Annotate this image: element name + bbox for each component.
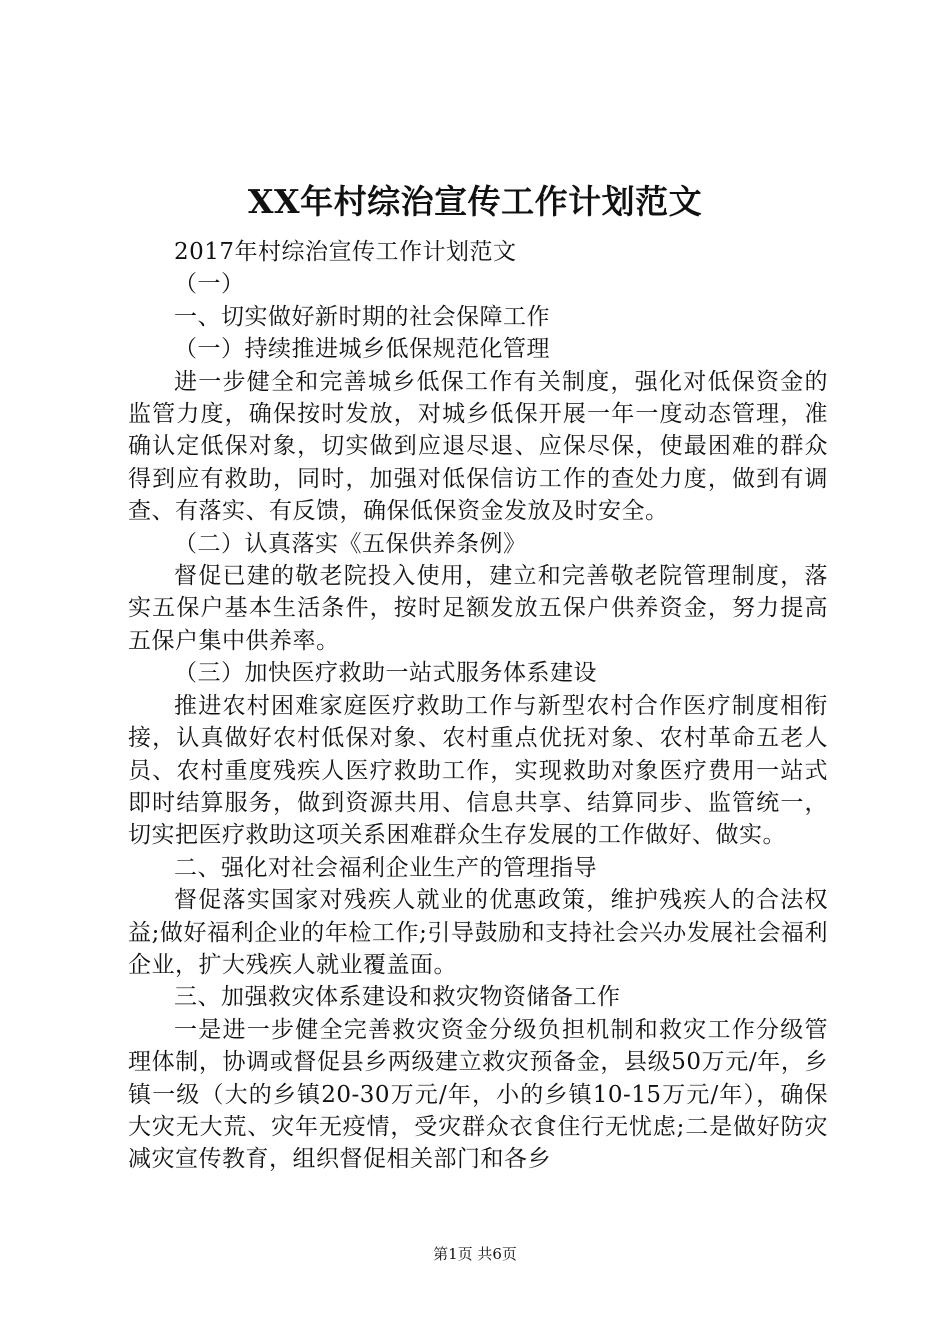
paragraph-body: 督促落实国家对残疾人就业的优惠政策，维护残疾人的合法权益;做好福利企业的年检工作;引导鼓励和支持社会兴办发展社会福利企业，扩大残疾人就业覆盖面。 — [128, 887, 828, 978]
document-body — [128, 236, 828, 1176]
subsection-heading-1-1: （一）持续推进城乡低保规范化管理 — [174, 336, 550, 363]
paragraph-body: 督促已建的敬老院投入使用，建立和完善敬老院管理制度，落实五保户基本生活条件，按时足额发放五保户供养资金，努力提高五保户集中供养率。 — [128, 563, 828, 654]
document-title: XX年村综治宣传工作计划范文 — [247, 182, 703, 221]
paragraph-body: 推进农村困难家庭医疗救助工作与新型农村合作医疗制度相衔接，认真做好农村低保对象、农村重点优抚对象、农村革命五老人员、农村重度残疾人医疗救助工作，实现救助对象医疗费用一站式即时结算服务，做到资源共用、信息共享、结算同步、监管统一，切实把医疗救助这项关系困难群众生存发展的工作做好、做实。 — [128, 692, 828, 849]
subsection-heading-1-2: （二）认真落实《五保供养条例》 — [174, 530, 527, 557]
paragraph-body: 一是进一步健全完善救灾资金分级负担机制和救灾工作分级管理体制，协调或督促县乡两级建立救灾预备金，县级50万元/年，乡镇一级（大的乡镇20-30万元/年，小的乡镇10-15万元/年），确保大灾无大荒、灾年无疫情，受灾群众衣食住行无忧虑;二是做好防灾减灾宣传教育，组织督促相关部门和各乡 — [128, 1016, 829, 1173]
section-heading-3: 三、加强救灾体系建设和救灾物资储备工作 — [174, 984, 621, 1011]
section-heading-1: 一、切实做好新时期的社会保障工作 — [174, 303, 550, 330]
page-number-footer: 第1页 共6页 — [433, 1245, 517, 1263]
subsection-heading-1-3: （三）加快医疗救助一站式服务体系建设 — [174, 660, 597, 687]
paragraph-subtitle: 2017年村综治宣传工作计划范文 — [174, 239, 517, 265]
paragraph-body: 进一步健全和完善城乡低保工作有关制度，强化对低保资金的监管力度，确保按时发放，对城乡低保开展一年一度动态管理，准确认定低保对象，切实做到应退尽退、应保尽保，使最困难的群众得到应有救助，同时，加强对低保信访工作的查处力度，做到有调查、有落实、有反馈，确保低保资金发放及时安全。 — [128, 368, 828, 525]
section-heading-2: 二、强化对社会福利企业生产的管理指导 — [174, 854, 597, 881]
paragraph-part-marker: （一） — [174, 271, 245, 298]
